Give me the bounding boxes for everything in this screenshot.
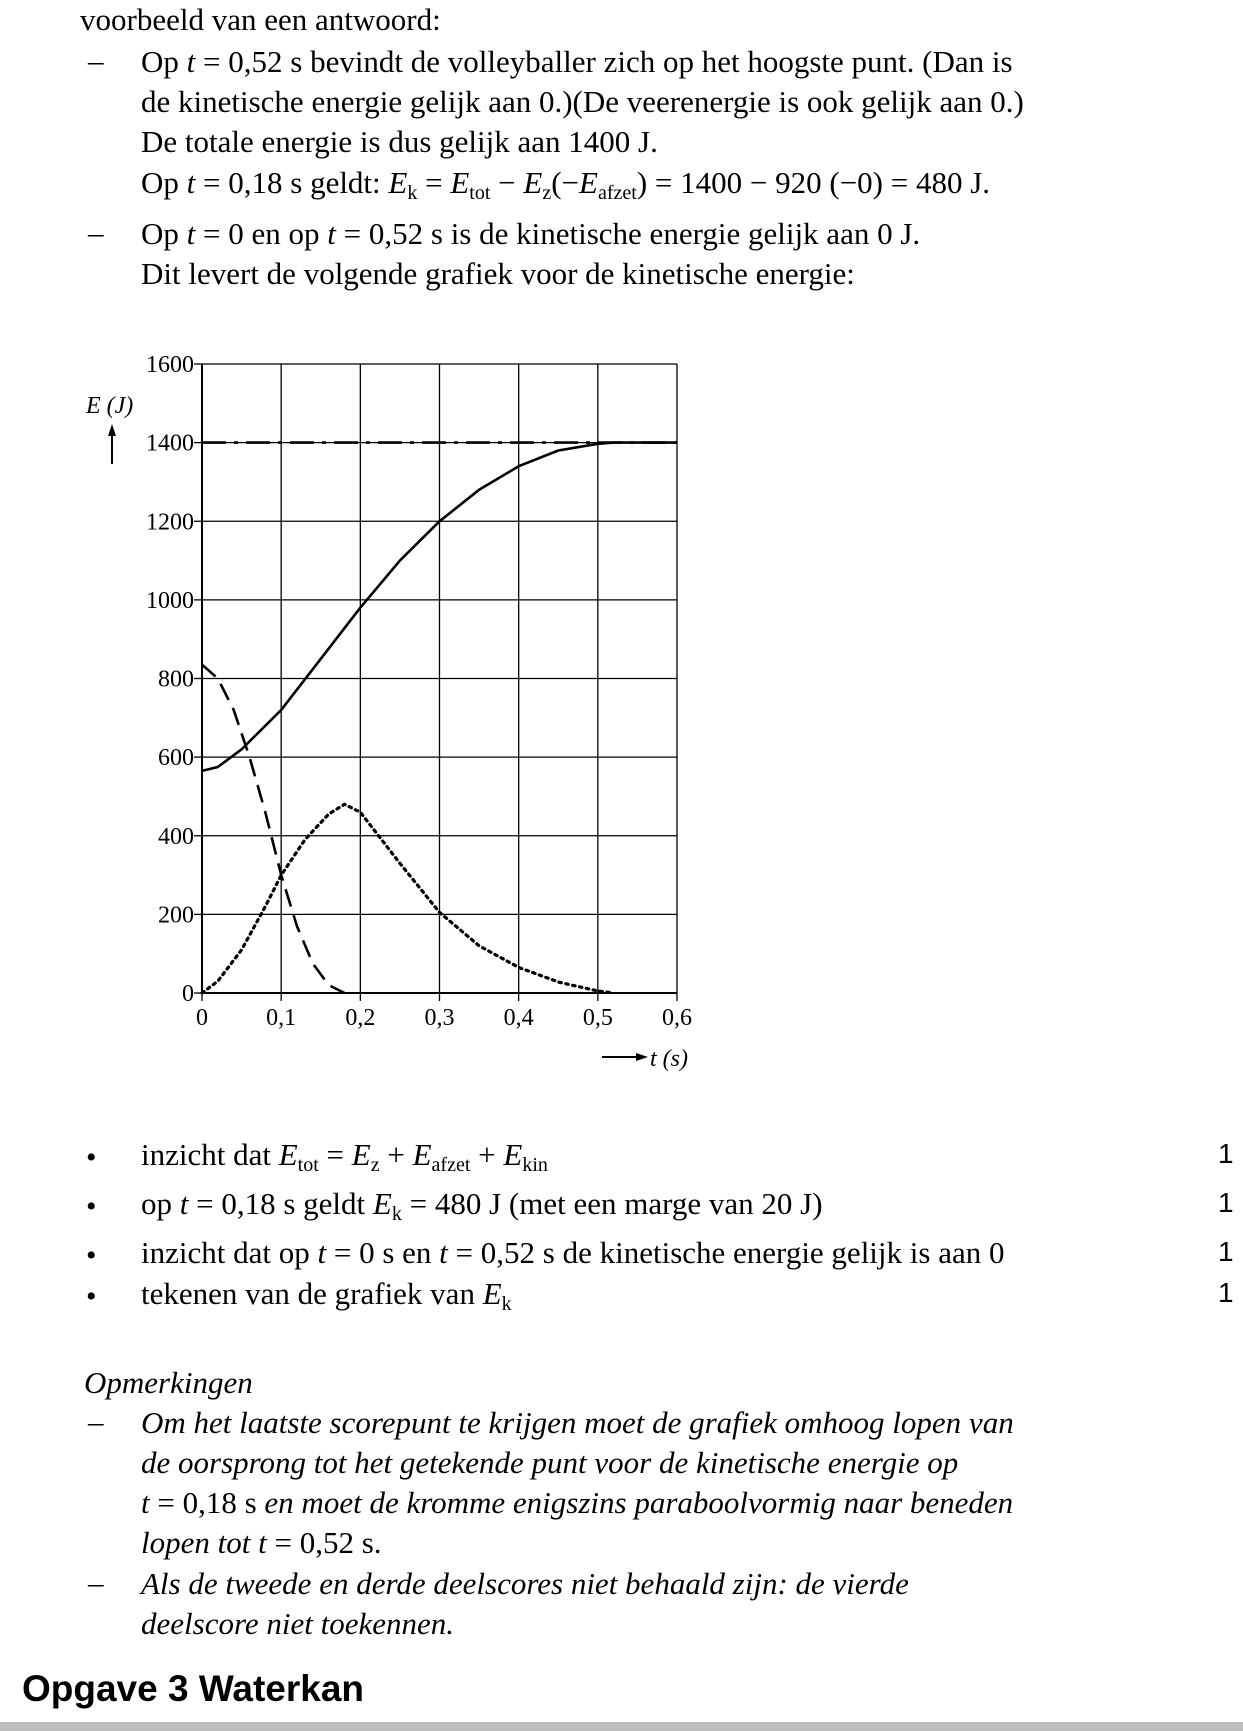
criterion-2: op t = 0,18 s geldt $E_k = 480$ J (met een marge van 20 J) bbox=[141, 1186, 823, 1225]
criterion-4-points: 1 bbox=[1218, 1277, 1234, 1308]
dash-marker: – bbox=[88, 43, 104, 78]
energy-chart bbox=[60, 340, 720, 1080]
y-tick-label: 800 bbox=[158, 666, 194, 693]
x-tick-label: 0,2 bbox=[345, 1005, 376, 1031]
bottom-divider bbox=[0, 1722, 1243, 1731]
x-tick-label: 0 bbox=[196, 1005, 208, 1031]
criterion-1-points: 1 bbox=[1218, 1138, 1234, 1169]
criterion-1: inzicht dat $E_{tot} = E_z + E_{afzet} + E_{kin}$ bbox=[141, 1137, 548, 1176]
dash-marker: – bbox=[88, 1404, 104, 1439]
bullet-marker: • bbox=[86, 1280, 97, 1313]
answer-item1-line1: Op t = 0,52 s bevindt de volleyballer zich op het hoogste punt. (Dan is bbox=[141, 44, 1013, 79]
remark-1-line4: lopen tot t = 0,52 s. bbox=[141, 1525, 382, 1560]
y-tick-label: 200 bbox=[158, 902, 194, 929]
x-tick-label: 0,5 bbox=[582, 1005, 613, 1031]
chart-ticks bbox=[146, 352, 692, 1031]
x-tick-label: 0,1 bbox=[266, 1005, 297, 1031]
remark-2-line2: deelscore niet toekennen. bbox=[141, 1606, 455, 1641]
answer-item1-line3: De totale energie is dus gelijk aan 1400 J. bbox=[141, 124, 658, 159]
remark-1-line2: de oorsprong tot het getekende punt voor de kinetische energie op bbox=[141, 1445, 959, 1480]
bullet-marker: • bbox=[86, 1190, 97, 1223]
dashed-curve bbox=[202, 665, 345, 993]
y-tick-label: 400 bbox=[158, 823, 194, 850]
section-heading: Opgave 3 Waterkan bbox=[22, 1668, 365, 1709]
remark-1-line3: t = 0,18 s en moet de kromme enigszins paraboolvormig naar beneden bbox=[141, 1485, 1014, 1520]
answer-item2-line2: Dit levert de volgende grafiek voor de kinetische energie: bbox=[141, 256, 855, 291]
y-tick-label: 0 bbox=[182, 981, 194, 1007]
intro-text: voorbeeld van een antwoord: bbox=[80, 2, 441, 37]
x-tick-label: 0,3 bbox=[424, 1005, 455, 1031]
y-tick-label: 1000 bbox=[146, 587, 194, 614]
answer-item1-equation: Op t = 0,18 s geldt: $E_k = E_{tot} - E_z(-E_{afzet}) = 1400 - 920$ (−0) = 480 J. bbox=[141, 165, 991, 204]
remark-2-line1: Als de tweede en derde deelscores niet behaald zijn: de vierde bbox=[141, 1566, 909, 1601]
chart-grid bbox=[202, 364, 677, 993]
y-axis-label: E (J) bbox=[86, 393, 134, 419]
y-axis-arrowhead bbox=[108, 424, 116, 436]
dotted-curve bbox=[202, 804, 614, 993]
criterion-3-points: 1 bbox=[1218, 1236, 1234, 1267]
x-tick-label: 0,6 bbox=[662, 1005, 692, 1031]
y-tick-label: 600 bbox=[158, 745, 194, 772]
criterion-3: inzicht dat op t = 0 s en t = 0,52 s de kinetische energie gelijk is aan 0 bbox=[141, 1235, 1005, 1270]
answer-item2-line1: Op t = 0 en op t = 0,52 s is de kinetische energie gelijk aan 0 J. bbox=[141, 216, 921, 251]
y-tick-label: 1600 bbox=[146, 352, 194, 378]
dash-marker: – bbox=[88, 1565, 104, 1600]
y-tick-label: 1400 bbox=[146, 430, 194, 457]
remarks-title: Opmerkingen bbox=[84, 1365, 253, 1400]
x-axis-label: t (s) bbox=[650, 1046, 688, 1072]
answer-item1-line2: de kinetische energie gelijk aan 0.)(De veerenergie is ook gelijk aan 0.) bbox=[141, 84, 1024, 119]
x-tick-label: 0,4 bbox=[503, 1005, 534, 1031]
bullet-marker: • bbox=[86, 1239, 97, 1272]
x-axis-arrowhead bbox=[636, 1053, 648, 1061]
dash-marker: – bbox=[88, 215, 104, 250]
remark-1-line1: Om het laatste scorepunt te krijgen moet de grafiek omhoog lopen van bbox=[141, 1405, 1014, 1440]
y-tick-label: 1200 bbox=[146, 509, 194, 536]
bullet-marker: • bbox=[86, 1141, 97, 1174]
criterion-4: tekenen van de grafiek van $E_k$ bbox=[141, 1276, 512, 1315]
criterion-2-points: 1 bbox=[1218, 1187, 1234, 1218]
